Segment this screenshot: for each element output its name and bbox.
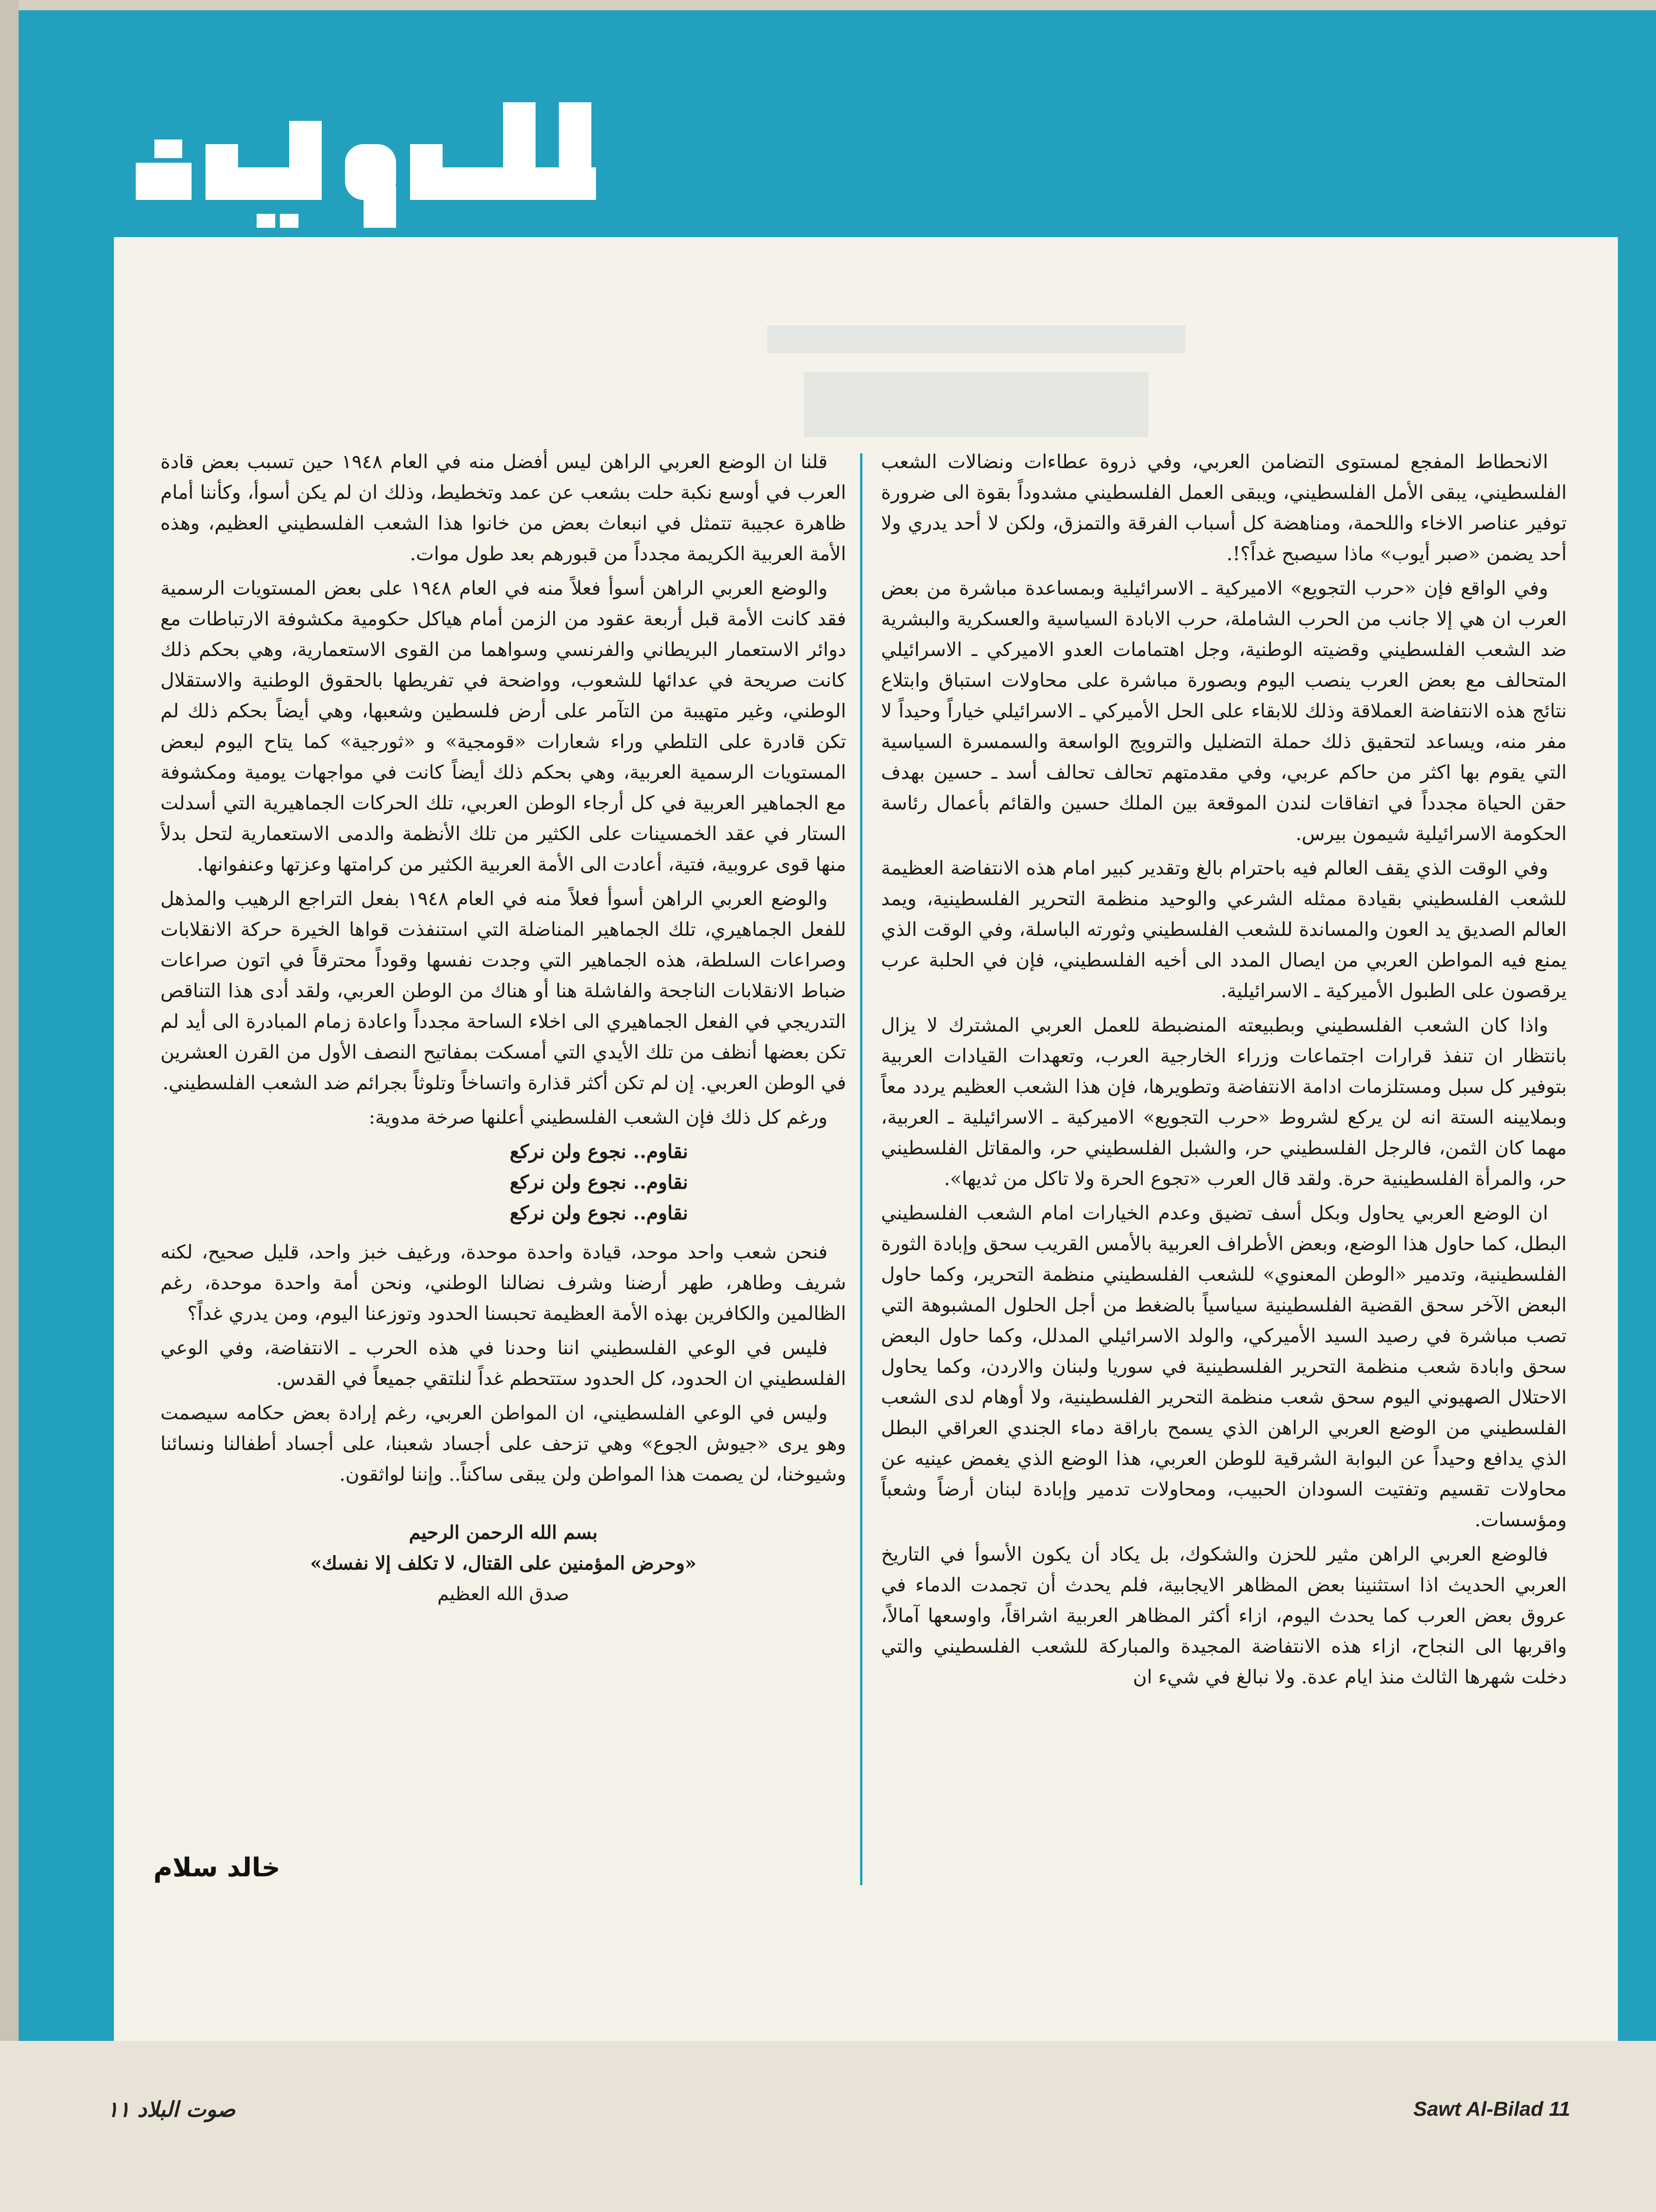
paragraph: وفي الواقع فإن «حرب التجويع» الاميركية ـ الاسرائيلية وبمساعدة مباشرة من بعض العرب ان هي إلا جانب من الحرب الشاملة، حرب الابادة السياسية والعسكرية والبشرية ضد الشعب الفلسطيني وقضيته الوطنية، وجل اهتمامات العدو الاميركي ـ الاسرائيلي المتحالف مع بعض العرب ينصب اليوم وبصورة مباشرة على محاولات استباق وابتلاع نتائج هذه الانتفاضة العملاقة وذلك للابقاء على الحل الأميركي ـ الاسرائيلي خياراً وحيداً لا مفر منه، ويساعد لتحقيق ذلك حملة التضليل والترويج الواسعة والسمسرة السياسية التي يقوم بها اكثر من حاكم عربي، وفي مقدمتهم تحالف تحالف أسد ـ حسين بهدف حقن الحياة مجدداً في اتفاقات لندن الموقعة بين الملك حسين والقائم بأعمال رئاسة الحكومة الاسرائيلية شيمون بيرس. bbox=[881, 577, 1567, 845]
footer-page-label-english: Sawt Al-Bilad 11 bbox=[1413, 2098, 1570, 2120]
article-column-right bbox=[881, 446, 1567, 1874]
paragraph: الانحطاط المفجع لمستوى التضامن العربي، وفي ذروة عطاءات ونضالات الشعب الفلسطيني، يبقى الأمل الفلسطيني، ويبقى العمل الفلسطيني مشدوداً بقوة الى ضرورة توفير عناصر الاخاء واللحمة، ومناهضة كل أسباب الفرقة والتمزق، ولكن لا أحد يدري ولا أحد يضمن «صبر أيوب» ماذا سيصبح غداً؟!. bbox=[881, 450, 1567, 565]
scan-top-edge bbox=[0, 0, 1656, 10]
paragraph: والوضع العربي الراهن أسوأ فعلاً منه في العام ١٩٤٨ على بعض المستويات الرسمية فقد كانت الأمة قبل أربعة عقود من الزمن أمام هياكل حكومية مكشوفة الارتباطات مع دوائر الاستعمار البريطاني والفرنسي وسواهما من القوى الاستعمارية، وهي بحكم ذلك كانت صريحة في عدائها للشعوب، وواضحة في تفريطها بالحقوق الوطنية والاستقلال الوطني، وغير متهيبة من التآمر على أرض فلسطين وشعبها، وهي أيضاً بحكم ذلك لم تكن قادرة على التلطي وراء شعارات «قومجية» و «ثورجية» كما يتاح اليوم لبعض المستويات الرسمية العربية، وهي بحكم ذلك أيضاً كانت في مواجهات يومية ومكشوفة مع الجماهير العربية في كل أرجاء الوطن العربي، تلك الحركات الجماهيرية التي أسدلت الستار في عقد الخمسينات على الكثير من تلك الأنظمة والدمى الاستعمارية لتحل بدلاً منها قوى عروبية، فتية، أعادت الى الأمة العربية الكثير من كرامتها وعزتها وعنفوانها. bbox=[160, 577, 846, 875]
masthead-logo bbox=[122, 93, 601, 232]
author-signature: خالد سلام bbox=[153, 1853, 280, 1883]
faded-bleed-through bbox=[767, 325, 1186, 446]
column-divider bbox=[860, 453, 862, 1885]
footer-page-label-arabic: صوت البلاد ١١ bbox=[107, 2097, 236, 2122]
verse-closing: صدق الله العظيم bbox=[437, 1583, 570, 1605]
paragraph: ورغم كل ذلك فإن الشعب الفلسطيني أعلنها صرخة مدوية: bbox=[369, 1106, 828, 1128]
paragraph: وليس في الوعي الفلسطيني، ان المواطن العربي، رغم إرادة بعض حكامه سيصمت وهو يرى «جيوش الجوع» وهي تزحف على أجساد شعبنا، على أجساد أطفالنا ونسائنا وشيوخنا، لن يصمت هذا المواطن ولن يبقى ساكناً.. وإننا لواثقون. bbox=[160, 1402, 846, 1485]
chant-line: نقاوم.. نجوع ولن نركع bbox=[510, 1140, 688, 1163]
verse-basmala: بسم الله الرحمن الرحيم bbox=[409, 1522, 598, 1543]
bleed-through-graphic bbox=[767, 325, 1186, 446]
quran-verse bbox=[160, 1517, 846, 1609]
verse-text: «وحرض المؤمنين على القتال، لا تكلف إلا نفسك» bbox=[310, 1552, 696, 1574]
chant-line: نقاوم.. نجوع ولن نركع bbox=[510, 1202, 688, 1224]
chant-block bbox=[160, 1136, 688, 1228]
chant-line: نقاوم.. نجوع ولن نركع bbox=[510, 1171, 688, 1193]
paragraph: واذا كان الشعب الفلسطيني وبطبيعته المنضبطة للعمل العربي المشترك لا يزال بانتظار ان تنفذ قرارات اجتماعات وزراء الخارجية العرب، وتعهدات القيادات العربية بتوفير كل سبل ومستلزمات ادامة الانتفاضة وتطويرها، فإن هذا الشعب العظيم يردد معاً وبملايينه الستة انه لن يركع لشروط «حرب التجويع» الاميركية ـ الاسرائيلية ـ العربية، مهما كان الثمن، فالرجل الفلسطيني حر، والشبل الفلسطيني حر، والمقاتل الفلسطيني حر، والمرأة الفلسطينية حرة. ولقد قال العرب «تجوع الحرة ولا تاكل من ثديها». bbox=[881, 1014, 1567, 1190]
paragraph: قلنا ان الوضع العربي الراهن ليس أفضل منه في العام ١٩٤٨ حين تسبب بعض قادة العرب في أوسع نكبة حلت بشعب عن عمد وتخطيط، وذلك ان لم يكن أسوأ، وكأننا أمام ظاهرة عجيبة تتمثل في انبعاث بعض من خانوا هذا الشعب الفلسطيني العظيم، وهذه الأمة العربية الكريمة مجدداً من قبورهم بعد طول موات. bbox=[160, 450, 846, 565]
paragraph: فنحن شعب واحد موحد، قيادة واحدة موحدة، ورغيف خبز واحد، قليل صحيح، لكنه شريف وطاهر، طهر أرضنا وشرف نضالنا الوطني، ونحن أمة واحدة موحدة، رغم الظالمين والكافرين بهذه الأمة العظيمة تحبسنا الحدود وتوزعنا اليوم، ومن يدري غداً؟ bbox=[160, 1241, 846, 1325]
paragraph: ان الوضع العربي يحاول وبكل أسف تضيق وعدم الخيارات امام الشعب الفلسطيني البطل، كما حاول هذا الوضع، وبعض الأطراف العربية بالأمس القريب سحق وإبادة الثورة الفلسطينية، وتدمير «الوطن المعنوي» للشعب الفلسطيني منظمة التحرير، وكما حاول البعض الآخر سحق القضية الفلسطينية سياسياً بالضغط من أجل الحلول المشبوهة التي تصب مباشرة في رصيد السيد الأميركي، والولد الاسرائيلي المدلل، وكما حاول البعض سحق وابادة شعب منظمة التحرير الفلسطينية في سوريا ولبنان والاردن، وكما يحاول الاحتلال الصهيوني اليوم سحق شعب منظمة التحرير الفلسطينية، ولا أوهام لدى الشعب الفلسطيني من الوضع العربي الراهن الذي يسمح باراقة دماء الجندي العراقي البطل الذي يدافع وحيداً عن البوابة الشرقية للوطن العربي، هذا الوضع الذي يغمض عينيه عن محاولات تقسيم وتفتيت السودان الحبيب، ومحاولات تدمير وإبادة لبنان أرضاً وشعباً ومؤسسات. bbox=[881, 1202, 1567, 1531]
paragraph: وفي الوقت الذي يقف العالم فيه باحترام بالغ وتقدير كبير امام هذه الانتفاضة العظيمة للشعب الفلسطيني بقيادة ممثله الشرعي والوحيد منظمة التحرير الفلسطينية، ويمد العالم الصديق يد العون والمساندة للشعب الفلسطيني وثورته الباسلة، وفي الوقت الذي يمنع فيه المواطن العربي من ايصال المدد الى أخيه الفلسطيني، فإن في الحلبة عرب يرقصون على الطبول الأميركية ـ الاسرائيلية. bbox=[881, 857, 1567, 1002]
paragraph: فالوضع العربي الراهن مثير للحزن والشكوك، بل يكاد أن يكون الأسوأ في التاريخ العربي الحديث اذا استثنينا بعض المظاهر الايجابية، فلم يحدث أن تجمدت الدماء في عروق بعض العرب كما يحدث اليوم، ازاء أكثر المظاهر العربية اشراقاً، واوسعها آمالاً، واقربها الى النجاح، ازاء هذه الانتفاضة المجيدة والمباركة للشعب الفلسطيني والتي دخلت شهرها الثالث منذ ايام عدة. ولا نبالغ في شيء ان bbox=[881, 1543, 1567, 1688]
article-column-left bbox=[160, 446, 846, 1874]
masthead-logo-graphic bbox=[122, 93, 601, 232]
paragraph: والوضع العربي الراهن أسوأ فعلاً منه في العام ١٩٤٨ بفعل التراجع الرهيب والمذهل للفعل الجماهيري، تلك الجماهير المناضلة التي استنفذت قواها الخيرة حركة الانقلابات وصراعات السلطة، هذه الجماهير التي وجدت نفسها وقوداً محترقاً في اتون صراعات ضباط الانقلابات الناجحة والفاشلة هنا أو هناك من الوطن العربي، ولقد أدى هذا التناقص التدريجي في الفعل الجماهيري الى اخلاء الساحة مجدداً واعادة زمام المبادرة الى أيد لم تكن بعضها أنظف من تلك الأيدي التي أمسكت بمفاتيح النصف الأول من القرن العشرين في الوطن العربي. إن لم تكن أكثر قذارة واتساخاً وتلوثاً بجرائم ضد الشعب الفلسطيني. bbox=[160, 887, 846, 1094]
scan-left-edge bbox=[0, 0, 19, 2212]
footer-strip bbox=[0, 2041, 1656, 2212]
paragraph: فليس في الوعي الفلسطيني اننا وحدنا في هذه الحرب ـ الانتفاضة، وفي الوعي الفلسطيني ان الحدود، كل الحدود ستتحطم غداً لنلتقي جميعاً في القدس. bbox=[160, 1337, 846, 1390]
